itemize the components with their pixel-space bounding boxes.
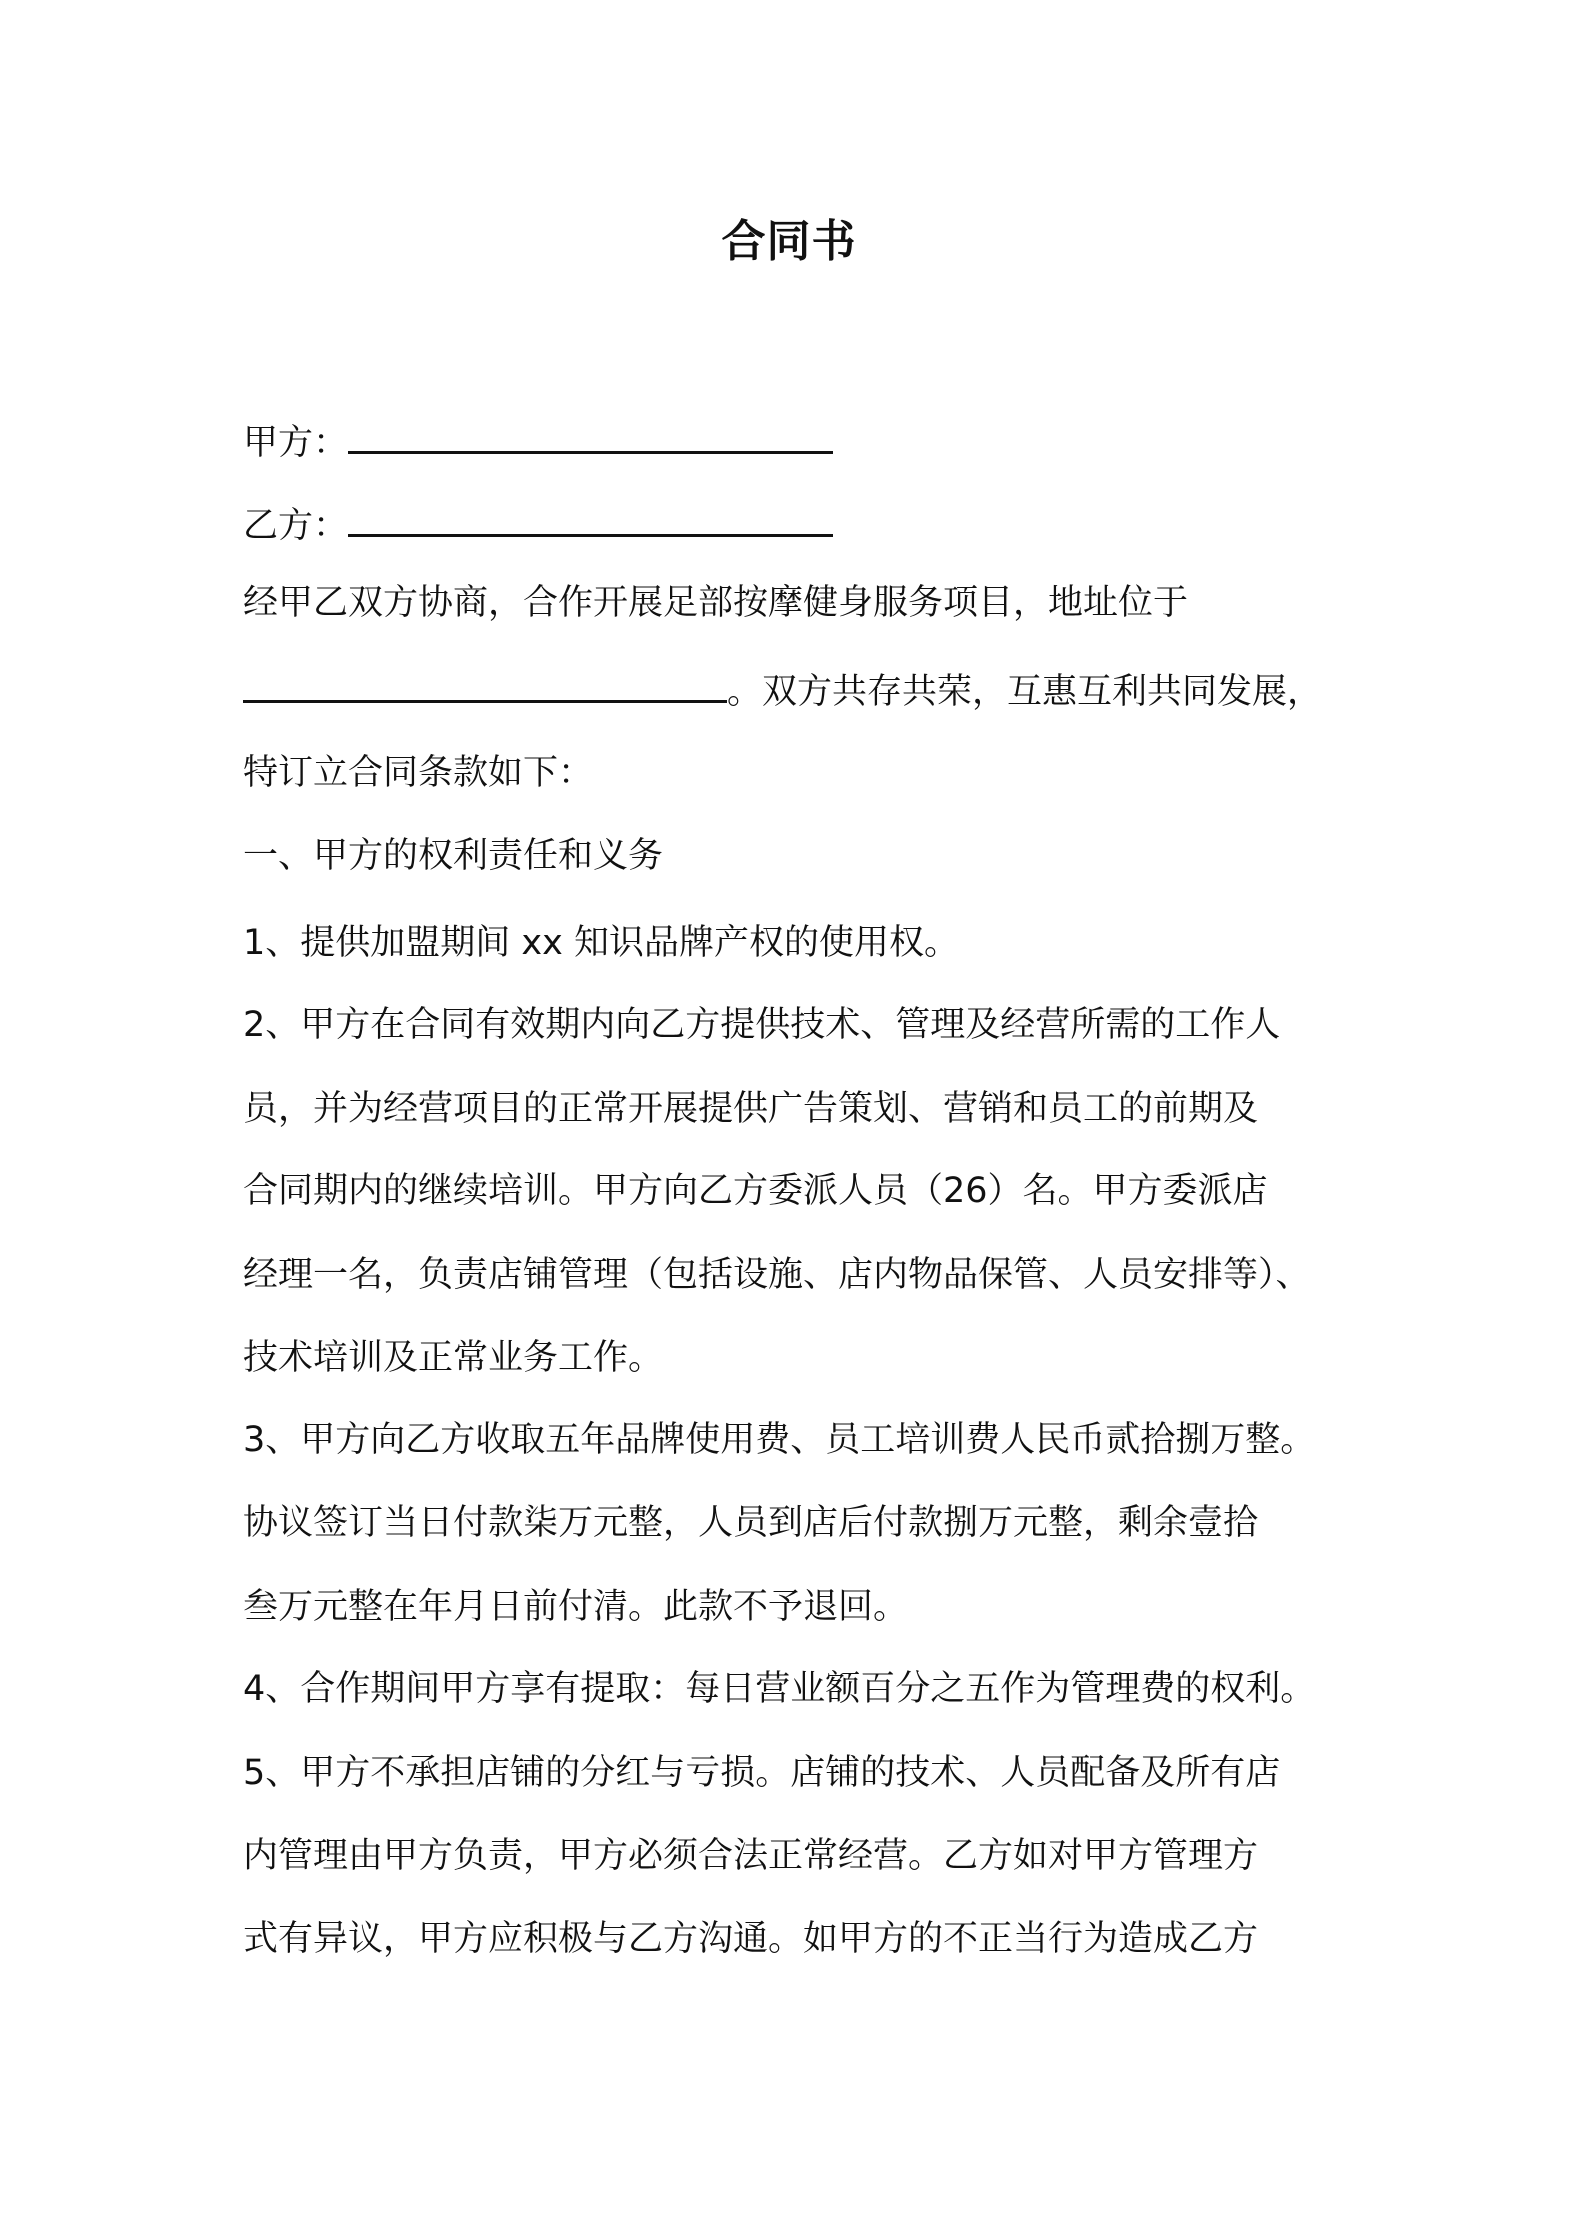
clause-line: 2、甲方在合同有效期内向乙方提供技术、管理及经营所需的工作人 bbox=[243, 1005, 1281, 1045]
clause-line: 合同期内的继续培训。甲方向乙方委派人员（26）名。甲方委派店 bbox=[243, 1171, 1268, 1211]
clause-line: 技术培训及正常业务工作。 bbox=[243, 1338, 664, 1378]
section-heading: 一、甲方的权利责任和义务 bbox=[243, 836, 664, 876]
address-blank[interactable] bbox=[243, 666, 727, 703]
party-b-blank[interactable] bbox=[348, 500, 833, 537]
intro-line-2-text: 。双方共存共荣，互惠互利共同发展， bbox=[727, 672, 1323, 712]
clause-line: 协议签订当日付款柒万元整，人员到店后付款捌万元整，剩余壹拾 bbox=[243, 1503, 1259, 1543]
party-a-label: 甲方： bbox=[243, 423, 349, 463]
clause-line: 叁万元整在年月日前付清。此款不予退回。 bbox=[243, 1587, 909, 1627]
intro-line-1: 经甲乙双方协商，合作开展足部按摩健身服务项目，地址位于 bbox=[243, 583, 1189, 623]
document-title: 合同书 bbox=[721, 216, 857, 267]
party-a-blank[interactable] bbox=[348, 417, 833, 454]
clause-line: 1、提供加盟期间 xx 知识品牌产权的使用权。 bbox=[243, 923, 959, 963]
clause-line: 内管理由甲方负责，甲方必须合法正常经营。乙方如对甲方管理方 bbox=[243, 1836, 1259, 1876]
clause-line: 4、合作期间甲方享有提取：每日营业额百分之五作为管理费的权利。 bbox=[243, 1669, 1316, 1709]
clause-line: 员，并为经营项目的正常开展提供广告策划、营销和员工的前期及 bbox=[243, 1089, 1259, 1129]
clause-line: 经理一名，负责店铺管理（包括设施、店内物品保管、人员安排等）、 bbox=[243, 1255, 1311, 1295]
party-b-label: 乙方： bbox=[243, 506, 349, 546]
intro-line-2 bbox=[243, 666, 1322, 717]
clause-line: 3、甲方向乙方收取五年品牌使用费、员工培训费人民币贰拾捌万整。 bbox=[243, 1420, 1316, 1460]
party-b-line bbox=[243, 500, 833, 551]
intro-line-3: 特订立合同条款如下： bbox=[243, 753, 594, 793]
party-a-line bbox=[243, 417, 833, 468]
clause-line: 式有异议，甲方应积极与乙方沟通。如甲方的不正当行为造成乙方 bbox=[243, 1919, 1259, 1959]
clause-line: 5、甲方不承担店铺的分红与亏损。店铺的技术、人员配备及所有店 bbox=[243, 1753, 1281, 1793]
